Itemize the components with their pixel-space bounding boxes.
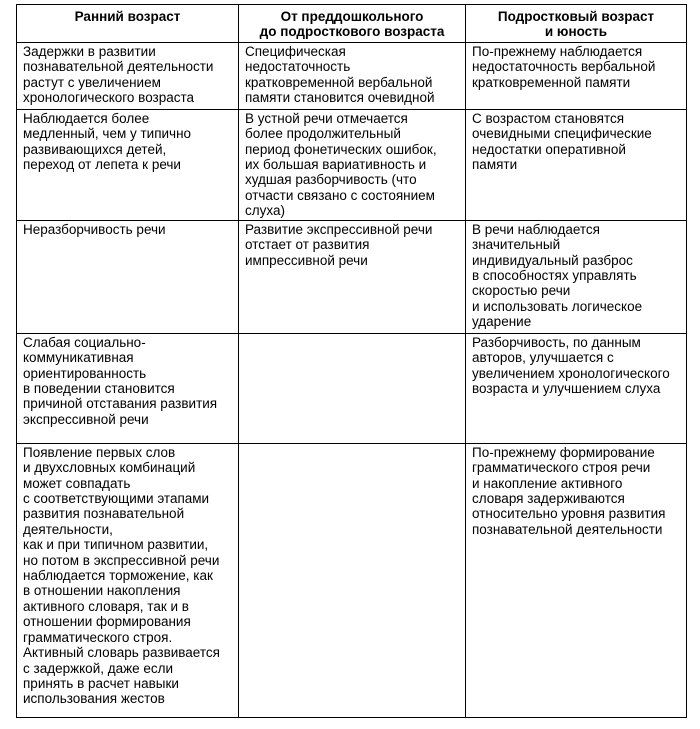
table-cell: В устной речи отмечается более продолжительный период фонетических ошибок, их большая вариативность и худшая разборчивость (что отчасти связано с состоянием слуха) xyxy=(239,109,466,220)
table-cell: Неразборчивость речи xyxy=(17,220,239,333)
header-preschool-to-adolescence: От преддошкольного до подросткового возраста xyxy=(239,5,466,43)
table-cell: По-прежнему наблюдается недостаточность вербальной кратковременной памяти xyxy=(466,42,687,109)
table-cell: Развитие экспрессивной речи отстает от развития импрессивной речи xyxy=(239,220,466,333)
table-cell xyxy=(239,333,466,443)
header-adolescence-youth: Подростковый возраст и юность xyxy=(466,5,687,43)
development-table xyxy=(16,4,687,718)
table-cell: Слабая социально- коммуникативная ориентированность в поведении становится причиной отставания развития экспрессивной речи xyxy=(17,333,239,443)
table-cell: Наблюдается более медленный, чем у типично развивающихся детей, переход от лепета к речи xyxy=(17,109,239,220)
table-cell xyxy=(239,443,466,717)
table-row xyxy=(17,333,687,443)
header-early-age: Ранний возраст xyxy=(17,5,239,43)
table-cell: Специфическая недостаточность кратковременной вербальной памяти становится очевидной xyxy=(239,42,466,109)
table-cell: По-прежнему формирование грамматического строя речи и накопление активного словаря задерживаются относительно уровня развития познавательной деятельности xyxy=(466,443,687,717)
table-cell: С возрастом становятся очевидными специфические недостатки оперативной памяти xyxy=(466,109,687,220)
table-row xyxy=(17,109,687,220)
header-row xyxy=(17,5,687,43)
table-cell: В речи наблюдается значительный индивидуальный разброс в способностях управлять скоростью речи и использовать логическое ударение xyxy=(466,220,687,333)
table-row xyxy=(17,42,687,109)
table-cell: Появление первых слов и двухсловных комбинаций может совпадать с соответствующими этапами развития познавательной деятельности, как и при типичном развитии, но потом в экспрессивной речи наблюдается торможение, как в отношении накопления активного словаря, так и в отношении формирования грамматического строя. Активный словарь развивается с задержкой, даже если принять в расчет навыки использования жестов xyxy=(17,443,239,717)
table-row xyxy=(17,220,687,333)
table-row xyxy=(17,443,687,717)
table-cell: Разборчивость, по данным авторов, улучшается с увеличением хронологического возраста и улучшением слуха xyxy=(466,333,687,443)
table-cell: Задержки в развитии познавательной деятельности растут с увеличением хронологического возраста xyxy=(17,42,239,109)
